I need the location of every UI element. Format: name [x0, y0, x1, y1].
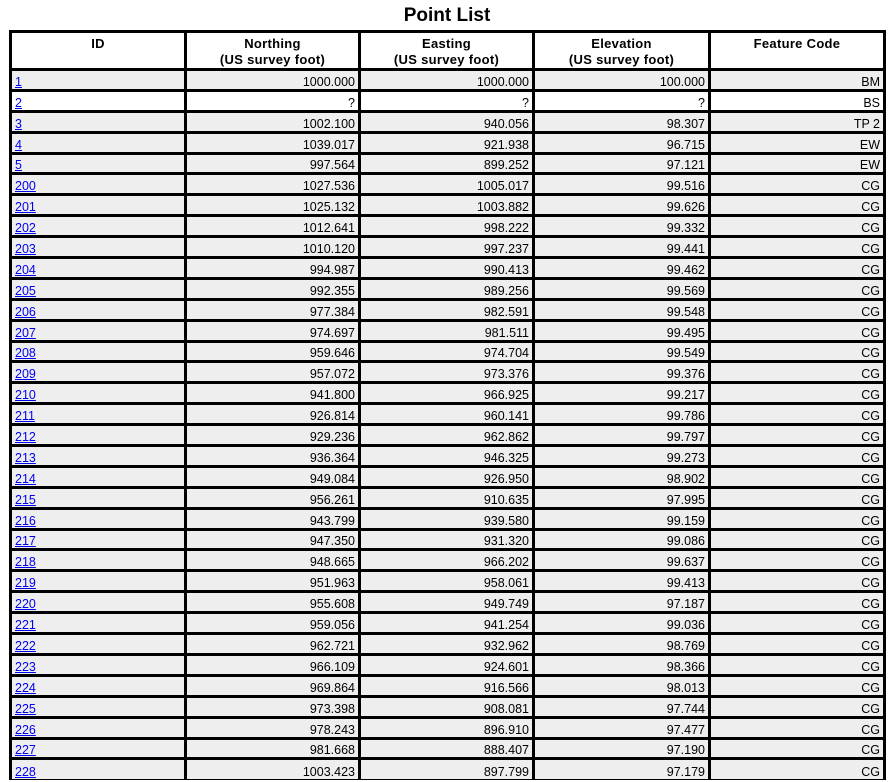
cell-id	[11, 425, 186, 446]
cell-elevation: 99.086	[534, 529, 710, 550]
cell-easting: 966.925	[360, 383, 534, 404]
cell-feature-code: BS	[710, 90, 885, 111]
cell-northing: 951.963	[186, 571, 360, 592]
cell-easting: 924.601	[360, 654, 534, 675]
point-id-link[interactable]: 2	[15, 95, 22, 110]
table-row	[11, 529, 885, 550]
cell-easting: 946.325	[360, 446, 534, 467]
point-rows	[11, 70, 885, 780]
cell-feature-code: CG	[710, 174, 885, 195]
cell-id	[11, 487, 186, 508]
cell-northing: 1027.536	[186, 174, 360, 195]
cell-elevation: 99.797	[534, 425, 710, 446]
point-id-link[interactable]: 206	[15, 304, 36, 319]
cell-feature-code: CG	[710, 216, 885, 237]
column-header-feature-code-label: Feature Code	[753, 36, 841, 51]
cell-id	[11, 216, 186, 237]
cell-feature-code: CG	[710, 383, 885, 404]
cell-feature-code: CG	[710, 696, 885, 717]
cell-northing: ?	[186, 90, 360, 111]
cell-feature-code: CG	[710, 258, 885, 279]
point-id-link[interactable]: 201	[15, 200, 36, 215]
cell-feature-code: CG	[710, 592, 885, 613]
cell-id	[11, 153, 186, 174]
cell-elevation: ?	[534, 90, 710, 111]
cell-easting: 1005.017	[360, 174, 534, 195]
page-title: Point List	[403, 5, 491, 26]
column-header-easting	[360, 32, 534, 70]
cell-id	[11, 571, 186, 592]
point-id-link[interactable]: 226	[15, 722, 36, 737]
table-row	[11, 132, 885, 153]
cell-id	[11, 195, 186, 216]
cell-elevation: 99.159	[534, 508, 710, 529]
column-header-easting-label: Easting	[421, 36, 472, 51]
cell-id	[11, 634, 186, 655]
column-header-northing-unit: (US survey foot)	[219, 52, 326, 67]
cell-id	[11, 404, 186, 425]
cell-easting: 931.320	[360, 529, 534, 550]
cell-id	[11, 70, 186, 91]
cell-id	[11, 320, 186, 341]
cell-feature-code: CG	[710, 299, 885, 320]
column-header-elevation-unit: (US survey foot)	[568, 52, 675, 67]
cell-id	[11, 529, 186, 550]
table-row	[11, 717, 885, 738]
cell-northing: 936.364	[186, 446, 360, 467]
column-header-id-label: ID	[91, 36, 105, 51]
point-id-link[interactable]: 216	[15, 513, 36, 528]
cell-id	[11, 174, 186, 195]
cell-easting: 998.222	[360, 216, 534, 237]
cell-id	[11, 717, 186, 738]
cell-northing: 1039.017	[186, 132, 360, 153]
cell-northing: 1000.000	[186, 70, 360, 91]
cell-elevation: 99.626	[534, 195, 710, 216]
cell-easting: 982.591	[360, 299, 534, 320]
table-row	[11, 759, 885, 780]
cell-northing: 994.987	[186, 258, 360, 279]
cell-elevation: 99.549	[534, 341, 710, 362]
cell-feature-code: EW	[710, 153, 885, 174]
cell-feature-code: CG	[710, 675, 885, 696]
table-row	[11, 425, 885, 446]
cell-feature-code: CG	[710, 237, 885, 258]
table-row	[11, 404, 885, 425]
table-row	[11, 675, 885, 696]
cell-elevation: 99.273	[534, 446, 710, 467]
cell-northing: 1003.423	[186, 759, 360, 780]
cell-elevation: 97.187	[534, 592, 710, 613]
cell-elevation: 98.902	[534, 466, 710, 487]
cell-feature-code: CG	[710, 571, 885, 592]
cell-elevation: 99.413	[534, 571, 710, 592]
cell-northing: 966.109	[186, 654, 360, 675]
point-id-link[interactable]: 227	[15, 743, 36, 758]
cell-feature-code: CG	[710, 717, 885, 738]
cell-northing: 977.384	[186, 299, 360, 320]
cell-feature-code: TP 2	[710, 111, 885, 132]
cell-easting: 926.950	[360, 466, 534, 487]
cell-elevation: 99.441	[534, 237, 710, 258]
cell-elevation: 100.000	[534, 70, 710, 91]
cell-northing: 956.261	[186, 487, 360, 508]
cell-id	[11, 237, 186, 258]
cell-elevation: 97.477	[534, 717, 710, 738]
point-id-link[interactable]: 228	[15, 765, 36, 780]
cell-feature-code: CG	[710, 195, 885, 216]
cell-elevation: 99.376	[534, 362, 710, 383]
cell-feature-code: CG	[710, 446, 885, 467]
column-header-id	[11, 32, 186, 70]
column-header-elevation-label: Elevation	[591, 36, 652, 51]
cell-easting: 962.862	[360, 425, 534, 446]
column-header-feature-code	[710, 32, 885, 70]
cell-northing: 929.236	[186, 425, 360, 446]
cell-feature-code: EW	[710, 132, 885, 153]
point-id-link[interactable]: 203	[15, 242, 36, 257]
cell-northing: 949.084	[186, 466, 360, 487]
table-row	[11, 738, 885, 759]
cell-elevation: 99.462	[534, 258, 710, 279]
cell-northing: 1002.100	[186, 111, 360, 132]
cell-easting: ?	[360, 90, 534, 111]
table-row	[11, 634, 885, 655]
cell-easting: 973.376	[360, 362, 534, 383]
point-id-link[interactable]: 208	[15, 346, 36, 361]
cell-elevation: 99.569	[534, 278, 710, 299]
cell-northing: 978.243	[186, 717, 360, 738]
table-row	[11, 174, 885, 195]
cell-feature-code: CG	[710, 404, 885, 425]
cell-easting: 989.256	[360, 278, 534, 299]
cell-id	[11, 738, 186, 759]
cell-easting: 941.254	[360, 613, 534, 634]
cell-id	[11, 341, 186, 362]
point-id-link[interactable]: 202	[15, 221, 36, 236]
cell-id	[11, 696, 186, 717]
cell-elevation: 98.307	[534, 111, 710, 132]
cell-feature-code: CG	[710, 529, 885, 550]
cell-easting: 974.704	[360, 341, 534, 362]
point-id-link[interactable]: 3	[15, 116, 22, 131]
cell-id	[11, 278, 186, 299]
table-row	[11, 195, 885, 216]
header-row	[11, 32, 885, 70]
point-id-link[interactable]: 221	[15, 618, 36, 633]
cell-northing: 962.721	[186, 634, 360, 655]
cell-northing: 947.350	[186, 529, 360, 550]
table-row	[11, 466, 885, 487]
cell-id	[11, 299, 186, 320]
cell-id	[11, 362, 186, 383]
table-row	[11, 696, 885, 717]
cell-northing: 957.072	[186, 362, 360, 383]
point-id-link[interactable]: 5	[15, 158, 22, 173]
cell-northing: 943.799	[186, 508, 360, 529]
cell-easting: 1000.000	[360, 70, 534, 91]
cell-feature-code: CG	[710, 613, 885, 634]
point-id-link[interactable]: 219	[15, 576, 36, 591]
cell-easting: 960.141	[360, 404, 534, 425]
cell-easting: 949.749	[360, 592, 534, 613]
table-row	[11, 153, 885, 174]
table-row	[11, 550, 885, 571]
point-id-link[interactable]: 213	[15, 450, 36, 465]
cell-elevation: 99.495	[534, 320, 710, 341]
cell-easting: 932.962	[360, 634, 534, 655]
column-header-easting-unit: (US survey foot)	[393, 52, 500, 67]
cell-easting: 940.056	[360, 111, 534, 132]
cell-id	[11, 90, 186, 111]
column-header-northing-label: Northing	[244, 36, 301, 51]
cell-id	[11, 132, 186, 153]
cell-easting: 888.407	[360, 738, 534, 759]
column-header-elevation	[534, 32, 710, 70]
cell-elevation: 98.366	[534, 654, 710, 675]
cell-northing: 941.800	[186, 383, 360, 404]
cell-id	[11, 550, 186, 571]
point-id-link[interactable]: 200	[15, 179, 36, 194]
cell-northing: 969.864	[186, 675, 360, 696]
cell-northing: 974.697	[186, 320, 360, 341]
cell-northing: 997.564	[186, 153, 360, 174]
cell-northing: 959.056	[186, 613, 360, 634]
cell-feature-code: CG	[710, 654, 885, 675]
cell-id	[11, 654, 186, 675]
cell-id	[11, 613, 186, 634]
point-id-link[interactable]: 209	[15, 367, 36, 382]
table-row	[11, 320, 885, 341]
table-row	[11, 341, 885, 362]
table-row	[11, 278, 885, 299]
cell-easting: 966.202	[360, 550, 534, 571]
table-row	[11, 613, 885, 634]
cell-id	[11, 508, 186, 529]
point-id-link[interactable]: 205	[15, 283, 36, 298]
table-row	[11, 70, 885, 91]
table-row	[11, 216, 885, 237]
cell-easting: 897.799	[360, 759, 534, 780]
point-table	[9, 30, 886, 780]
cell-northing: 948.665	[186, 550, 360, 571]
cell-easting: 939.580	[360, 508, 534, 529]
point-id-link[interactable]: 215	[15, 492, 36, 507]
cell-id	[11, 111, 186, 132]
cell-easting: 910.635	[360, 487, 534, 508]
cell-id	[11, 383, 186, 404]
cell-northing: 973.398	[186, 696, 360, 717]
point-id-link[interactable]: 222	[15, 638, 36, 653]
cell-feature-code: CG	[710, 487, 885, 508]
cell-elevation: 99.786	[534, 404, 710, 425]
point-id-link[interactable]: 204	[15, 262, 36, 277]
cell-elevation: 97.190	[534, 738, 710, 759]
point-id-link[interactable]: 218	[15, 555, 36, 570]
cell-id	[11, 258, 186, 279]
table-row	[11, 592, 885, 613]
table-row	[11, 446, 885, 467]
cell-elevation: 98.769	[534, 634, 710, 655]
cell-northing: 955.608	[186, 592, 360, 613]
point-id-link[interactable]: 207	[15, 325, 36, 340]
cell-northing: 926.814	[186, 404, 360, 425]
cell-elevation: 97.121	[534, 153, 710, 174]
cell-feature-code: CG	[710, 425, 885, 446]
cell-elevation: 97.179	[534, 759, 710, 780]
cell-northing: 981.668	[186, 738, 360, 759]
cell-feature-code: CG	[710, 550, 885, 571]
cell-id	[11, 759, 186, 780]
cell-feature-code: BM	[710, 70, 885, 91]
table-row	[11, 258, 885, 279]
table-row	[11, 299, 885, 320]
cell-feature-code: CG	[710, 466, 885, 487]
point-id-link[interactable]: 223	[15, 659, 36, 674]
point-id-link[interactable]: 225	[15, 701, 36, 716]
table-row	[11, 571, 885, 592]
table-row	[11, 508, 885, 529]
point-table-container	[9, 30, 883, 780]
table-row	[11, 90, 885, 111]
cell-feature-code: CG	[710, 278, 885, 299]
cell-elevation: 96.715	[534, 132, 710, 153]
cell-id	[11, 675, 186, 696]
cell-northing: 959.646	[186, 341, 360, 362]
table-row	[11, 237, 885, 258]
table-row	[11, 383, 885, 404]
cell-elevation: 97.744	[534, 696, 710, 717]
cell-elevation: 98.013	[534, 675, 710, 696]
cell-feature-code: CG	[710, 341, 885, 362]
cell-easting: 1003.882	[360, 195, 534, 216]
cell-elevation: 99.516	[534, 174, 710, 195]
cell-easting: 997.237	[360, 237, 534, 258]
point-id-link[interactable]: 214	[15, 471, 36, 486]
cell-feature-code: CG	[710, 362, 885, 383]
point-id-link[interactable]: 1	[15, 74, 22, 89]
cell-feature-code: CG	[710, 634, 885, 655]
point-id-link[interactable]: 217	[15, 534, 36, 549]
cell-feature-code: CG	[710, 320, 885, 341]
cell-easting: 958.061	[360, 571, 534, 592]
cell-easting: 908.081	[360, 696, 534, 717]
cell-easting: 899.252	[360, 153, 534, 174]
point-id-link[interactable]: 212	[15, 430, 36, 445]
cell-feature-code: CG	[710, 759, 885, 780]
cell-id	[11, 592, 186, 613]
cell-easting: 896.910	[360, 717, 534, 738]
cell-elevation: 99.637	[534, 550, 710, 571]
cell-id	[11, 466, 186, 487]
cell-easting: 916.566	[360, 675, 534, 696]
cell-feature-code: CG	[710, 738, 885, 759]
cell-elevation: 99.217	[534, 383, 710, 404]
point-id-link[interactable]: 220	[15, 597, 36, 612]
cell-easting: 921.938	[360, 132, 534, 153]
cell-elevation: 99.332	[534, 216, 710, 237]
cell-elevation: 99.548	[534, 299, 710, 320]
cell-northing: 1025.132	[186, 195, 360, 216]
cell-easting: 990.413	[360, 258, 534, 279]
cell-elevation: 99.036	[534, 613, 710, 634]
cell-id	[11, 446, 186, 467]
table-row	[11, 111, 885, 132]
table-row	[11, 487, 885, 508]
table-row	[11, 654, 885, 675]
point-id-link[interactable]: 224	[15, 680, 36, 695]
cell-elevation: 97.995	[534, 487, 710, 508]
cell-feature-code: CG	[710, 508, 885, 529]
table-row	[11, 362, 885, 383]
column-header-northing	[186, 32, 360, 70]
point-id-link[interactable]: 210	[15, 388, 36, 403]
cell-northing: 992.355	[186, 278, 360, 299]
point-id-link[interactable]: 4	[15, 137, 22, 152]
cell-northing: 1010.120	[186, 237, 360, 258]
point-id-link[interactable]: 211	[15, 409, 35, 424]
cell-easting: 981.511	[360, 320, 534, 341]
cell-northing: 1012.641	[186, 216, 360, 237]
